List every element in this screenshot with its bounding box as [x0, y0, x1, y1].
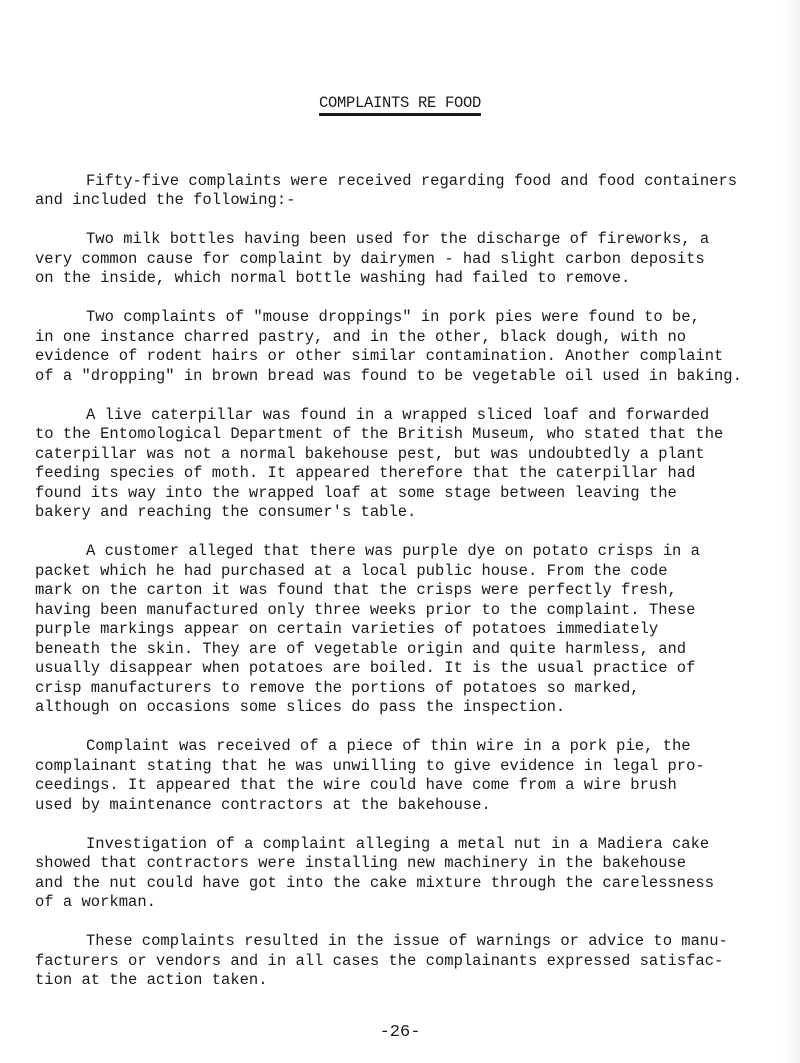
text-line: feeding species of moth. It appeared therefore that the caterpillar had [35, 464, 696, 483]
text-line: very common cause for complaint by dairymen - had slight carbon deposits [35, 249, 705, 268]
text-line: caterpillar was not a normal bakehouse pest, but was undoubtedly a plant [35, 444, 705, 463]
text-line: crisp manufacturers to remove the portions of potatoes so marked, [35, 678, 640, 697]
page-title-text: COMPLAINTS RE FOOD [319, 94, 481, 116]
text-line: of a workman. [35, 893, 156, 912]
paragraph-caterpillar [35, 406, 777, 523]
page-number: -26- [379, 1023, 421, 1042]
page-edge-shadow [782, 0, 800, 1063]
text-line: and the nut could have got into the cake mixture through the carelessness [35, 873, 715, 892]
text-line: complainant stating that he was unwilling to give evidence in legal pro- [35, 756, 705, 775]
text-line: to the Entomological Department of the British Museum, who stated that the [35, 425, 724, 444]
text-line: Fifty-five complaints were received regarding food and food containers [86, 172, 738, 190]
text-line: showed that contractors were installing new machinery in the bakehouse [35, 854, 687, 873]
text-line: These complaints resulted in the issue of warnings or advice to manu- [86, 932, 728, 951]
text-line: Two complaints of "mouse droppings" in pork pies were found to be, [86, 308, 700, 327]
paragraph-intro [35, 172, 777, 211]
text-line: used by maintenance contractors at the bakehouse. [35, 795, 491, 814]
text-line: although on occasions some slices do pass the inspection. [35, 698, 566, 717]
text-line: on the inside, which normal bottle washing had failed to remove. [35, 269, 631, 288]
paragraph-mouse-droppings [35, 308, 777, 386]
text-line: A customer alleged that there was purple dye on potato crisps in a [86, 542, 700, 561]
text-line: and included the following:- [35, 191, 296, 210]
paragraph-metal-nut [35, 835, 777, 913]
text-line: in one instance charred pastry, and in the other, black dough, with no [35, 327, 687, 346]
text-line: packet which he had purchased at a local public house. From the code [35, 561, 668, 580]
text-line: usually disappear when potatoes are boiled. It is the usual practice of [35, 659, 696, 678]
text-line: Investigation of a complaint alleging a metal nut in a Madiera cake [86, 834, 710, 853]
page-title [0, 94, 800, 112]
paragraph-potato-crisps [35, 542, 777, 717]
text-line: A live caterpillar was found in a wrapped sliced loaf and forwarded [86, 405, 710, 424]
paragraph-conclusion [35, 932, 777, 990]
text-line: tion at the action taken. [35, 971, 268, 989]
text-line: evidence of rodent hairs or other similar contamination. Another complaint [35, 347, 724, 366]
text-line: beneath the skin. They are of vegetable origin and quite harmless, and [35, 639, 687, 658]
text-line: Two milk bottles having been used for the discharge of fireworks, a [86, 230, 710, 249]
text-line: having been manufactured only three weeks prior to the complaint. These [35, 600, 696, 619]
text-line: Complaint was received of a piece of thin wire in a pork pie, the [86, 737, 691, 756]
paragraph-milk-bottles [35, 230, 777, 288]
text-line: found its way into the wrapped loaf at some stage between leaving the [35, 483, 677, 502]
text-line: mark on the carton it was found that the crisps were perfectly fresh, [35, 581, 677, 600]
text-line: facturers or vendors and in all cases the complainants expressed satisfac- [35, 951, 724, 970]
paragraph-thin-wire [35, 737, 777, 815]
text-line: purple markings appear on certain varieties of potatoes immediately [35, 620, 659, 639]
text-line: bakery and reaching the consumer's table. [35, 503, 417, 522]
text-line: of a "dropping" in brown bread was found to be vegetable oil used in baking. [35, 366, 742, 385]
text-line: ceedings. It appeared that the wire could have come from a wire brush [35, 776, 677, 795]
